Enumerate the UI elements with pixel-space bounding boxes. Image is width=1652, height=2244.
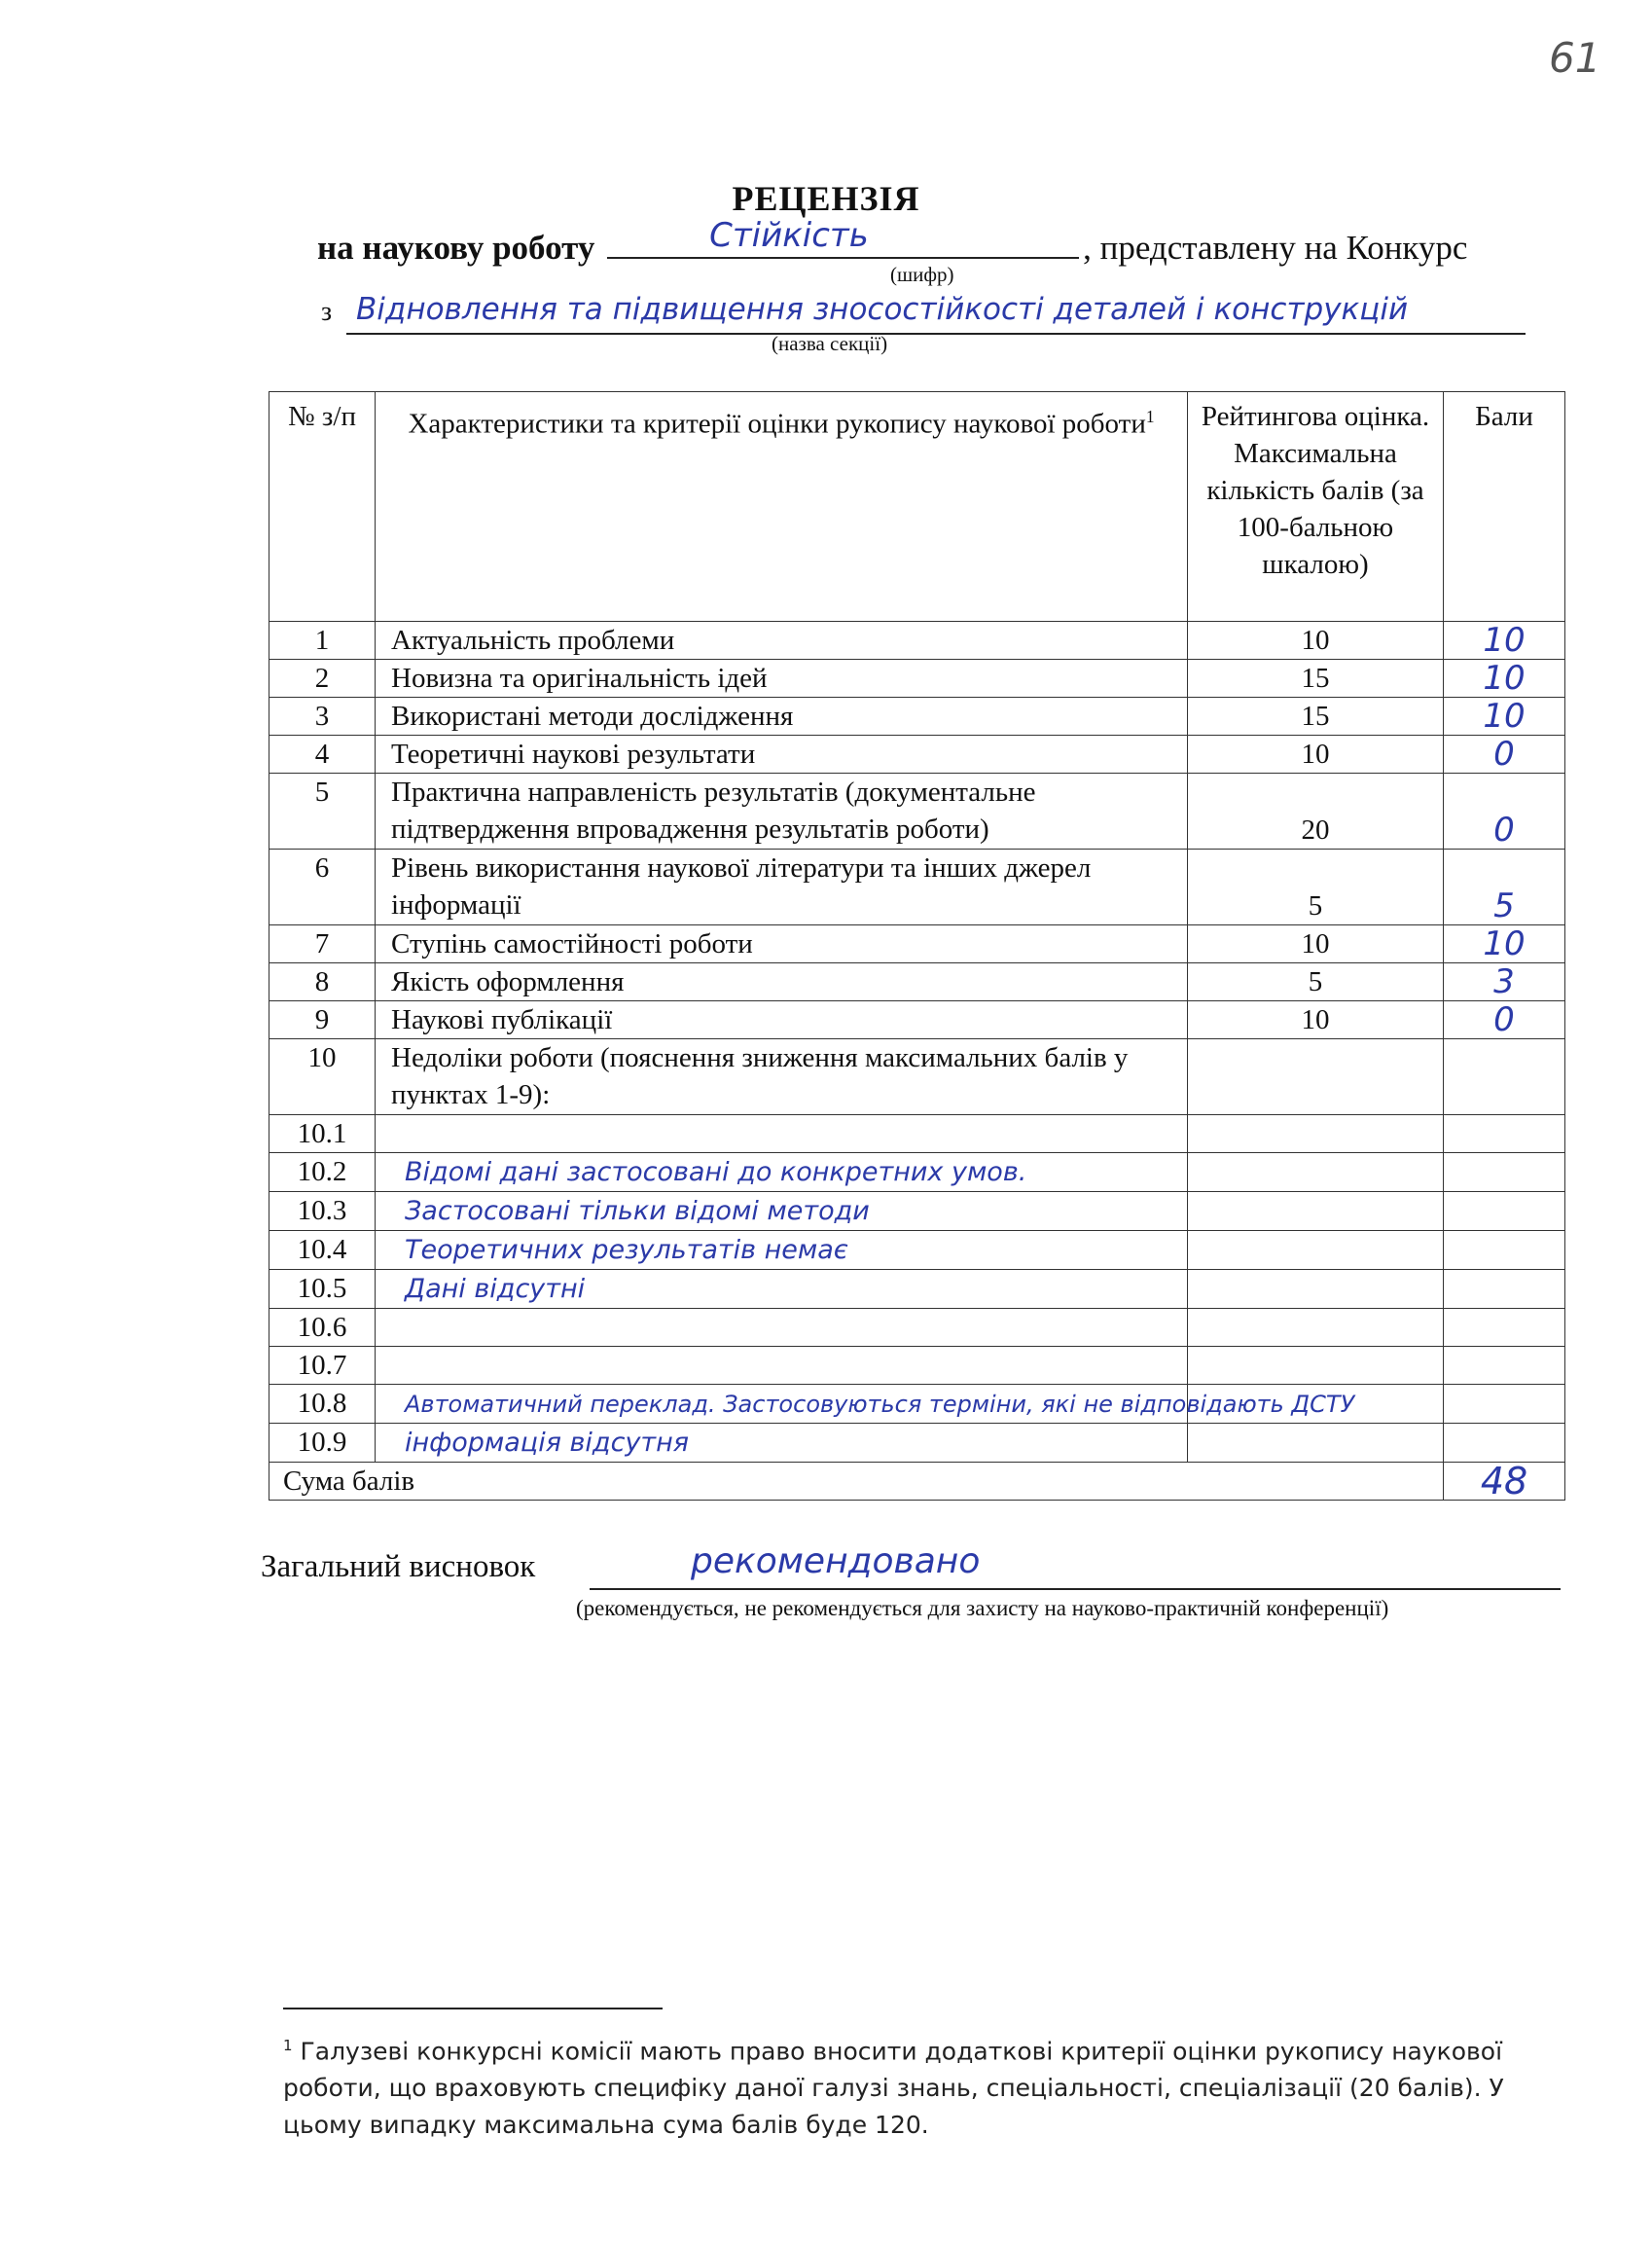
table-row: [269, 698, 1565, 736]
row-num: 1: [269, 622, 376, 660]
row-criterion: Ступінь самостійності роботи: [376, 925, 1188, 963]
row-score: [1444, 1153, 1565, 1192]
row-score: 0: [1444, 736, 1565, 774]
row-score: [1444, 1385, 1565, 1424]
row-num: 10.6: [269, 1309, 376, 1347]
row-num: 4: [269, 736, 376, 774]
row-criterion: Рівень використання наукової літератури та інших джерел інформації: [376, 850, 1188, 925]
row-score: [1444, 1424, 1565, 1463]
row-num: 6: [269, 850, 376, 925]
row-max: [1188, 1309, 1444, 1347]
table-row: [269, 774, 1565, 850]
table-row: [269, 1347, 1565, 1385]
row-criterion: Використані методи дослідження: [376, 698, 1188, 736]
row-max: 15: [1188, 660, 1444, 698]
row-note: Відомі дані застосовані до конкретних умов.: [376, 1153, 1188, 1192]
header-rating: Рейтингова оцінка. Максимальна кількість балів (за 100-бальною шкалою): [1188, 392, 1444, 622]
row-num: 7: [269, 925, 376, 963]
row-note: [376, 1309, 1188, 1347]
row-max: 10: [1188, 925, 1444, 963]
table-row: [269, 1001, 1565, 1039]
row-max: [1188, 1270, 1444, 1309]
row-num: 5: [269, 774, 376, 850]
criteria-table: [269, 391, 1565, 1501]
row-max: [1188, 1039, 1444, 1115]
row-num: 10: [269, 1039, 376, 1115]
section-value: Відновлення та підвищення зносостійкості деталей і конструкцій: [356, 292, 1409, 327]
row-max: [1188, 1192, 1444, 1231]
row-score: [1444, 1270, 1565, 1309]
row-criterion: Новизна та оригінальність ідей: [376, 660, 1188, 698]
row-max: 10: [1188, 1001, 1444, 1039]
table-row: [269, 1192, 1565, 1231]
row-criterion: Якість оформлення: [376, 963, 1188, 1001]
footnote-divider: [283, 2008, 663, 2009]
row-criterion: Актуальність проблеми: [376, 622, 1188, 660]
row-score: 0: [1444, 774, 1565, 850]
row-score: [1444, 1347, 1565, 1385]
header-score: Бали: [1444, 392, 1565, 622]
table-row: [269, 1309, 1565, 1347]
row-max: 10: [1188, 622, 1444, 660]
row-score: 10: [1444, 622, 1565, 660]
conclusion-caption: (рекомендується, не рекомендується для захисту на науково-практичній конференції): [576, 1596, 1389, 1620]
header-num: № з/п: [269, 392, 376, 622]
row-num: 9: [269, 1001, 376, 1039]
row-note: Застосовані тільки відомі методи: [376, 1192, 1188, 1231]
row-criterion: Наукові публікації: [376, 1001, 1188, 1039]
table-row: [269, 850, 1565, 925]
work-suffix: , представлену на Конкурс: [1083, 229, 1468, 267]
table-row: [269, 963, 1565, 1001]
row-note: інформація відсутня: [376, 1424, 1188, 1463]
row-num: 8: [269, 963, 376, 1001]
sum-label: Сума балів: [269, 1463, 1444, 1501]
table-row: [269, 1385, 1565, 1424]
row-score: 0: [1444, 1001, 1565, 1039]
section-caption: (назва секції): [772, 332, 888, 355]
conclusion-label: Загальний висновок: [261, 1549, 536, 1584]
table-row: [269, 1270, 1565, 1309]
row-max: 5: [1188, 963, 1444, 1001]
footnote-text: Галузеві конкурсні комісії мають право вносити додаткові критерії оцінки рукопису наукової роботи, що враховують специфіку даної галузі знань, спеціальності, спеціалізації (20 балів). У цьому випадку максимальна сума балів буде 120.: [283, 2037, 1504, 2140]
table-row: [269, 1039, 1565, 1115]
table-row: [269, 736, 1565, 774]
row-num: 10.3: [269, 1192, 376, 1231]
row-score: 10: [1444, 660, 1565, 698]
row-num: 10.5: [269, 1270, 376, 1309]
conclusion-value: рекомендовано: [691, 1541, 981, 1581]
footnote-mark: 1: [283, 2037, 293, 2054]
row-num: 2: [269, 660, 376, 698]
row-criterion: Недоліки роботи (пояснення зниження максимальних балів у пунктах 1-9):: [376, 1039, 1188, 1115]
row-max: [1188, 1231, 1444, 1270]
table-row: [269, 1115, 1565, 1153]
row-criterion: Практична направленість результатів (документальне підтвердження впровадження результатів роботи): [376, 774, 1188, 850]
row-note: [376, 1347, 1188, 1385]
row-max: [1188, 1153, 1444, 1192]
row-num: 10.4: [269, 1231, 376, 1270]
table-row: [269, 1231, 1565, 1270]
row-max: 5: [1188, 850, 1444, 925]
row-score: 5: [1444, 850, 1565, 925]
cipher-field: [607, 216, 1079, 259]
row-num: 10.7: [269, 1347, 376, 1385]
cipher-caption: (шифр): [890, 263, 954, 286]
row-num: 3: [269, 698, 376, 736]
section-prefix: з: [321, 297, 333, 327]
row-note: Автоматичний переклад. Застосовуються терміни, які не відповідають ДСТУ: [376, 1385, 1188, 1424]
page-number: 61: [1549, 34, 1601, 82]
row-num: 10.2: [269, 1153, 376, 1192]
row-criterion: Теоретичні наукові результати: [376, 736, 1188, 774]
row-score: [1444, 1231, 1565, 1270]
work-prefix: на наукову роботу: [317, 229, 595, 267]
row-max: 20: [1188, 774, 1444, 850]
cipher-value: Стійкість: [709, 216, 869, 255]
row-score: 10: [1444, 925, 1565, 963]
row-max: [1188, 1424, 1444, 1463]
sum-row: [269, 1463, 1565, 1501]
row-max: 10: [1188, 736, 1444, 774]
row-num: 10.1: [269, 1115, 376, 1153]
row-score: 10: [1444, 698, 1565, 736]
table-row: [269, 1424, 1565, 1463]
row-score: [1444, 1039, 1565, 1115]
row-max: [1188, 1347, 1444, 1385]
row-max: 15: [1188, 698, 1444, 736]
row-score: [1444, 1115, 1565, 1153]
row-max: [1188, 1115, 1444, 1153]
row-note: Теоретичних результатів немає: [376, 1231, 1188, 1270]
page-title: РЕЦЕНЗІЯ: [732, 179, 920, 218]
footnote: [283, 2027, 1567, 2144]
table-row: [269, 622, 1565, 660]
row-score: 3: [1444, 963, 1565, 1001]
row-num: 10.8: [269, 1385, 376, 1424]
work-line: [317, 216, 1468, 268]
row-note: Дані відсутні: [376, 1270, 1188, 1309]
row-num: 10.9: [269, 1424, 376, 1463]
row-score: [1444, 1192, 1565, 1231]
table-row: [269, 925, 1565, 963]
row-score: [1444, 1309, 1565, 1347]
table-row: [269, 1153, 1565, 1192]
table-row: [269, 660, 1565, 698]
sum-value: 48: [1444, 1463, 1565, 1501]
header-criteria: Характеристики та критерії оцінки рукопису наукової роботи$^1$: [376, 392, 1188, 622]
row-note: [376, 1115, 1188, 1153]
